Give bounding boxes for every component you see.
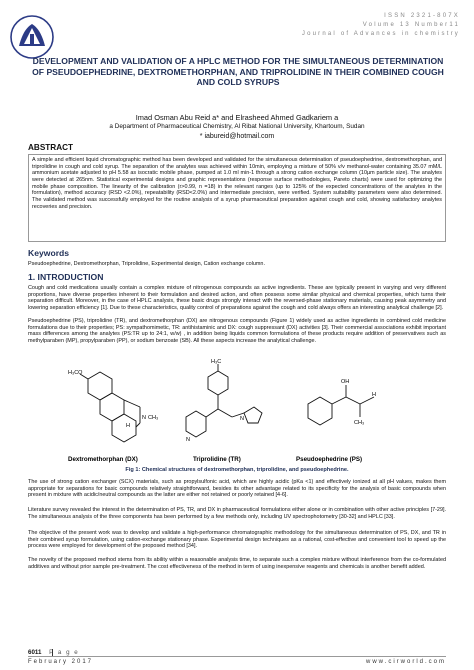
label-triprolidine: Triprolidine (TR) [193, 456, 241, 463]
journal-volume: Volume 13 Number11 [362, 22, 460, 28]
triprolidine-structure [186, 364, 262, 437]
footer-date: February 2017 [28, 659, 94, 665]
footer-page-number: 6011 [28, 649, 42, 656]
chemical-structures-figure [28, 357, 446, 477]
footer-website[interactable]: www.cirworld.com [365, 659, 446, 665]
paper-authors: Imad Osman Abu Reid a* and Elrasheed Ahmed Gadkariem a [135, 113, 339, 122]
dx-atom-n: N [142, 415, 146, 421]
dx-atom-h: H [126, 423, 130, 429]
label-dextromethorphan: Dextromethorphan (DX) [68, 456, 138, 463]
footer-page [28, 649, 79, 656]
intro-paragraph-2: Pseudoephedrine (PS), triprolidine (TR), and dextromethorphan (DX) are nitrogenous compounds (Figure 1) widely used as active ingredients in combined cold medicine formulations due to their properties; PS: sympathomimetic, TR: antihistaminic and DX: cough suppressant (DX) activities [3]. Their commercial associations exhibit important mass differences among the analytes (PS:TR up to 24:1, w/w) , in addition being liquids common formulations of these products require addition of preservatives such as methylparaben (MP), propylparaben (PP), or sodium benzoate (SB). All these aspects increase the analytical challenge. [28, 318, 446, 344]
ps-atom-ch3: CH₃ [354, 420, 365, 426]
dx-atom-ch3: CH₃ [148, 415, 159, 421]
tr-atom-n1: N [186, 437, 190, 443]
tr-atom-ch3: H₃C [211, 359, 222, 365]
intro-paragraph-5: The objective of the present work was to develop and validate a high-performance chromatographic methodology for the simultaneous determination of PS, DX, and TR in their combined syrup formulation, using cation-exchange stationary phase. Experimental design techniques as a rational, cost-effective and convenient tool to speed up the process were employed for development of the proposed method [34]. [28, 530, 446, 550]
journal-name: Journal of Advances in chemistry [301, 31, 460, 37]
ps-atom-oh: OH [341, 379, 350, 385]
figure-caption: Fig 1: Chemical structures of dextromethorphan, triprolidine, and pseudoephedrine. [125, 467, 349, 473]
footer-divider-bar [52, 649, 53, 656]
paper-title: DEVELOPMENT AND VALIDATION OF A HPLC METHOD FOR THE SIMULTANEOUS DETERMINATION OF PSEUDOEPHEDRINE, DEXTROMETHORPHAN, AND TRIPROLIDINE IN THEIR COMBINED COUGH AND COLD SYRUPS [32, 56, 444, 87]
footer-rule [28, 656, 446, 657]
keywords-text: Pseudoephedrine, Dextromethorphan, Triprolidine, Experimental design, Cation exchange column. [28, 261, 265, 267]
intro-paragraph-3: The use of strong cation exchanger (SCX) materials, such as propylsulfonic acid, which are highly acidic (pKa <1) and effectively ionized at all pH values, makes them appropriate for separations for basic compounds relatively straightforward, besides its other advantage related to its specificity for the analysis of basic compounds when present in mixture with acidic/neutral compounds as the latter are either not retained or poorly retained [4-6]. [28, 479, 446, 499]
intro-paragraph-1: Cough and cold medications usually contain a complex mixture of nitrogenous compounds as active ingredients. These are typically present in varying and very different proportions, have diverse properties inherent to their formulation and desired action, and often possess some similar physical and chemical properties, which turns their separation difficult. Moreover, in the case of HPLC analysis, these basic drugs strongly interact with the reversed-phase stationary materials, causing peak asymmetry and lowering separation efficiency [1]. Due to these characteristics, quality control of preparations against the cough and cold always offers an interesting analytical challenge [2]. [28, 285, 446, 311]
tr-atom-n2: N [240, 416, 244, 422]
introduction-heading: 1. INTRODUCTION [28, 272, 104, 282]
journal-logo [9, 14, 55, 60]
paper-affiliation: a Department of Pharmaceutical Chemistry, Al Ribat National University, Khartoum, Sudan [109, 123, 365, 130]
intro-paragraph-4: Literature survey revealed the interest in the determination of PS, TR, and DX in pharmaceutical formulations either alone or in combination with other active principles [7-29]. The simultaneous analysis of the three components has been performed by a few methods only, including UV spectrophotometry [30-32] and HPLC [33]. [28, 507, 446, 520]
paper-email[interactable]: * iabureid@hotmail.com [199, 133, 275, 140]
dx-atom-o: H₃CO [68, 370, 83, 376]
journal-issn: ISSN 2321-807X [384, 13, 460, 19]
abstract-heading: ABSTRACT [28, 143, 74, 152]
dextromethorphan-structure [80, 372, 140, 442]
abstract-box [28, 154, 446, 242]
pseudoephedrine-structure [308, 385, 374, 425]
keywords-heading: Keywords [28, 248, 70, 258]
ps-atom-h: H [372, 392, 376, 398]
label-pseudoephedrine: Pseudoephedrine (PS) [296, 456, 363, 463]
intro-paragraph-6: The novelty of the proposed method stems from its ability within a reasonable analysis time, to separate such a complex mixture without interference from the co-formulated additives and without prior sample pre-treatment. The cost effectiveness of the method in term of using inexpensive reagents and chemicals is another benefit added. [28, 557, 446, 570]
abstract-text: A simple and efficient liquid chromatographic method has been developed and validated for the simultaneous determination of pseudoephedrine, dextromethorphan, and triprolidine in cough and cold syrup. The separation of the analytes was achieved within 10min, employing a mixture of 50% v/v methanol-water containing 35.07 mM/L ammonium acetate adjusted to pH 5.58 as isocratic mobile phase, pumped at 1.0 ml min-1 through a strong cation exchange column (10µm particle size). The analytes were detected at 265nm. Statistical experimental designs and graphic representations (response surface methodologies, Pareto charts) were used for optimizing the mobile phase composition. The linearity of the calibration (r>0.99, n =18) in the relevant ranges (up to 125% of the expected concentrations of the analytes in the formulation), method accuracy (RSD <2.0%), repeatability (RSD<2.0%) and intermediate precision, were verified. System suitability parameters were also determined. The validated method was successfully employed for the routine analysis of a syrup pharmaceutical preparation against cough and cold, showing satisfactory analytes recoveries and precision. [32, 157, 442, 210]
footer-page-label: P a g e [49, 649, 80, 656]
journal-meta [302, 12, 460, 39]
